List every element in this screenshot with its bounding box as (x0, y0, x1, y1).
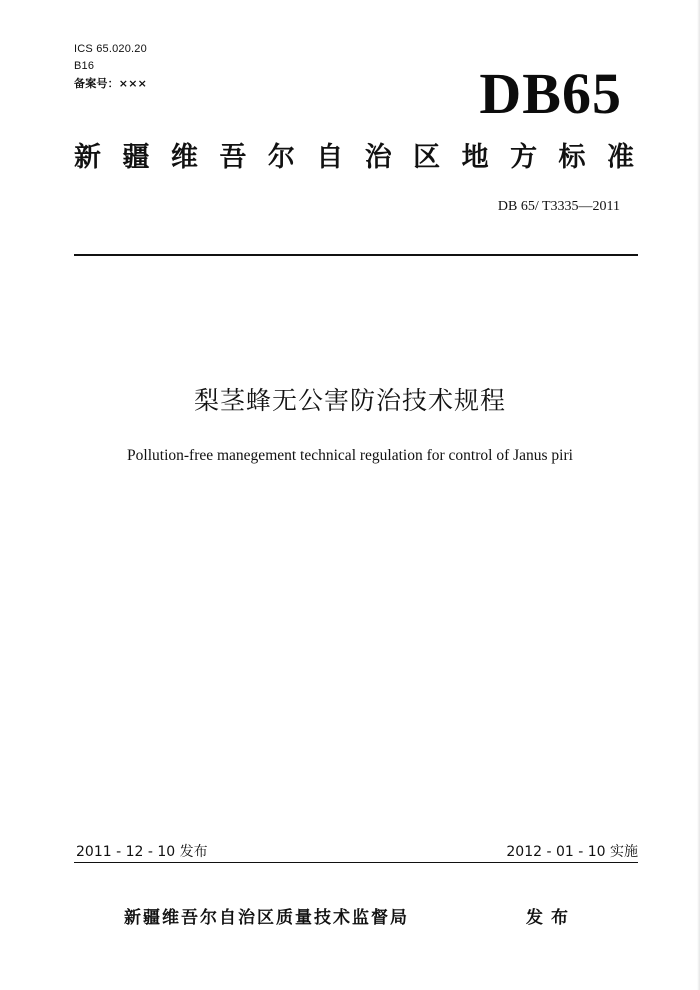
standard-number: DB 65/ T3335—2011 (497, 199, 620, 214)
issue-date: 2011 - 12 - 10 发布 (76, 844, 208, 860)
header-divider (74, 254, 638, 256)
standard-type-char: 区 (413, 142, 441, 173)
record-number: 备案号：××× (74, 77, 148, 90)
standard-type-char: 方 (510, 142, 538, 173)
classification-code: B16 (74, 60, 95, 72)
standard-type-char: 尔 (267, 142, 295, 173)
standard-type-heading (74, 140, 634, 176)
standard-type-char: 新 (74, 142, 101, 173)
implementation-date: 2012 - 01 - 10 实施 (506, 844, 638, 860)
standard-type-char: 治 (364, 142, 392, 173)
publish-label: 发布 (526, 908, 576, 928)
standard-type-char: 准 (606, 142, 634, 173)
standard-type-char: 地 (461, 142, 489, 173)
footer-divider (74, 862, 638, 863)
standard-type-char: 吾 (219, 142, 247, 173)
title-chinese: 梨茎蜂无公害防治技术规程 (193, 386, 506, 415)
standard-type-char: 标 (558, 142, 586, 173)
standard-type-char: 疆 (122, 142, 150, 173)
standard-type-char: 维 (170, 142, 198, 173)
publisher-name: 新疆维吾尔自治区质量技术监督局 (124, 908, 409, 928)
title-english: Pollution-free manegement technical regulation for control of Janus piri (127, 447, 573, 464)
standard-type-char: 自 (316, 142, 344, 173)
db65-logo: DB65 (479, 61, 622, 126)
ics-code: ICS 65.020.20 (74, 43, 147, 55)
